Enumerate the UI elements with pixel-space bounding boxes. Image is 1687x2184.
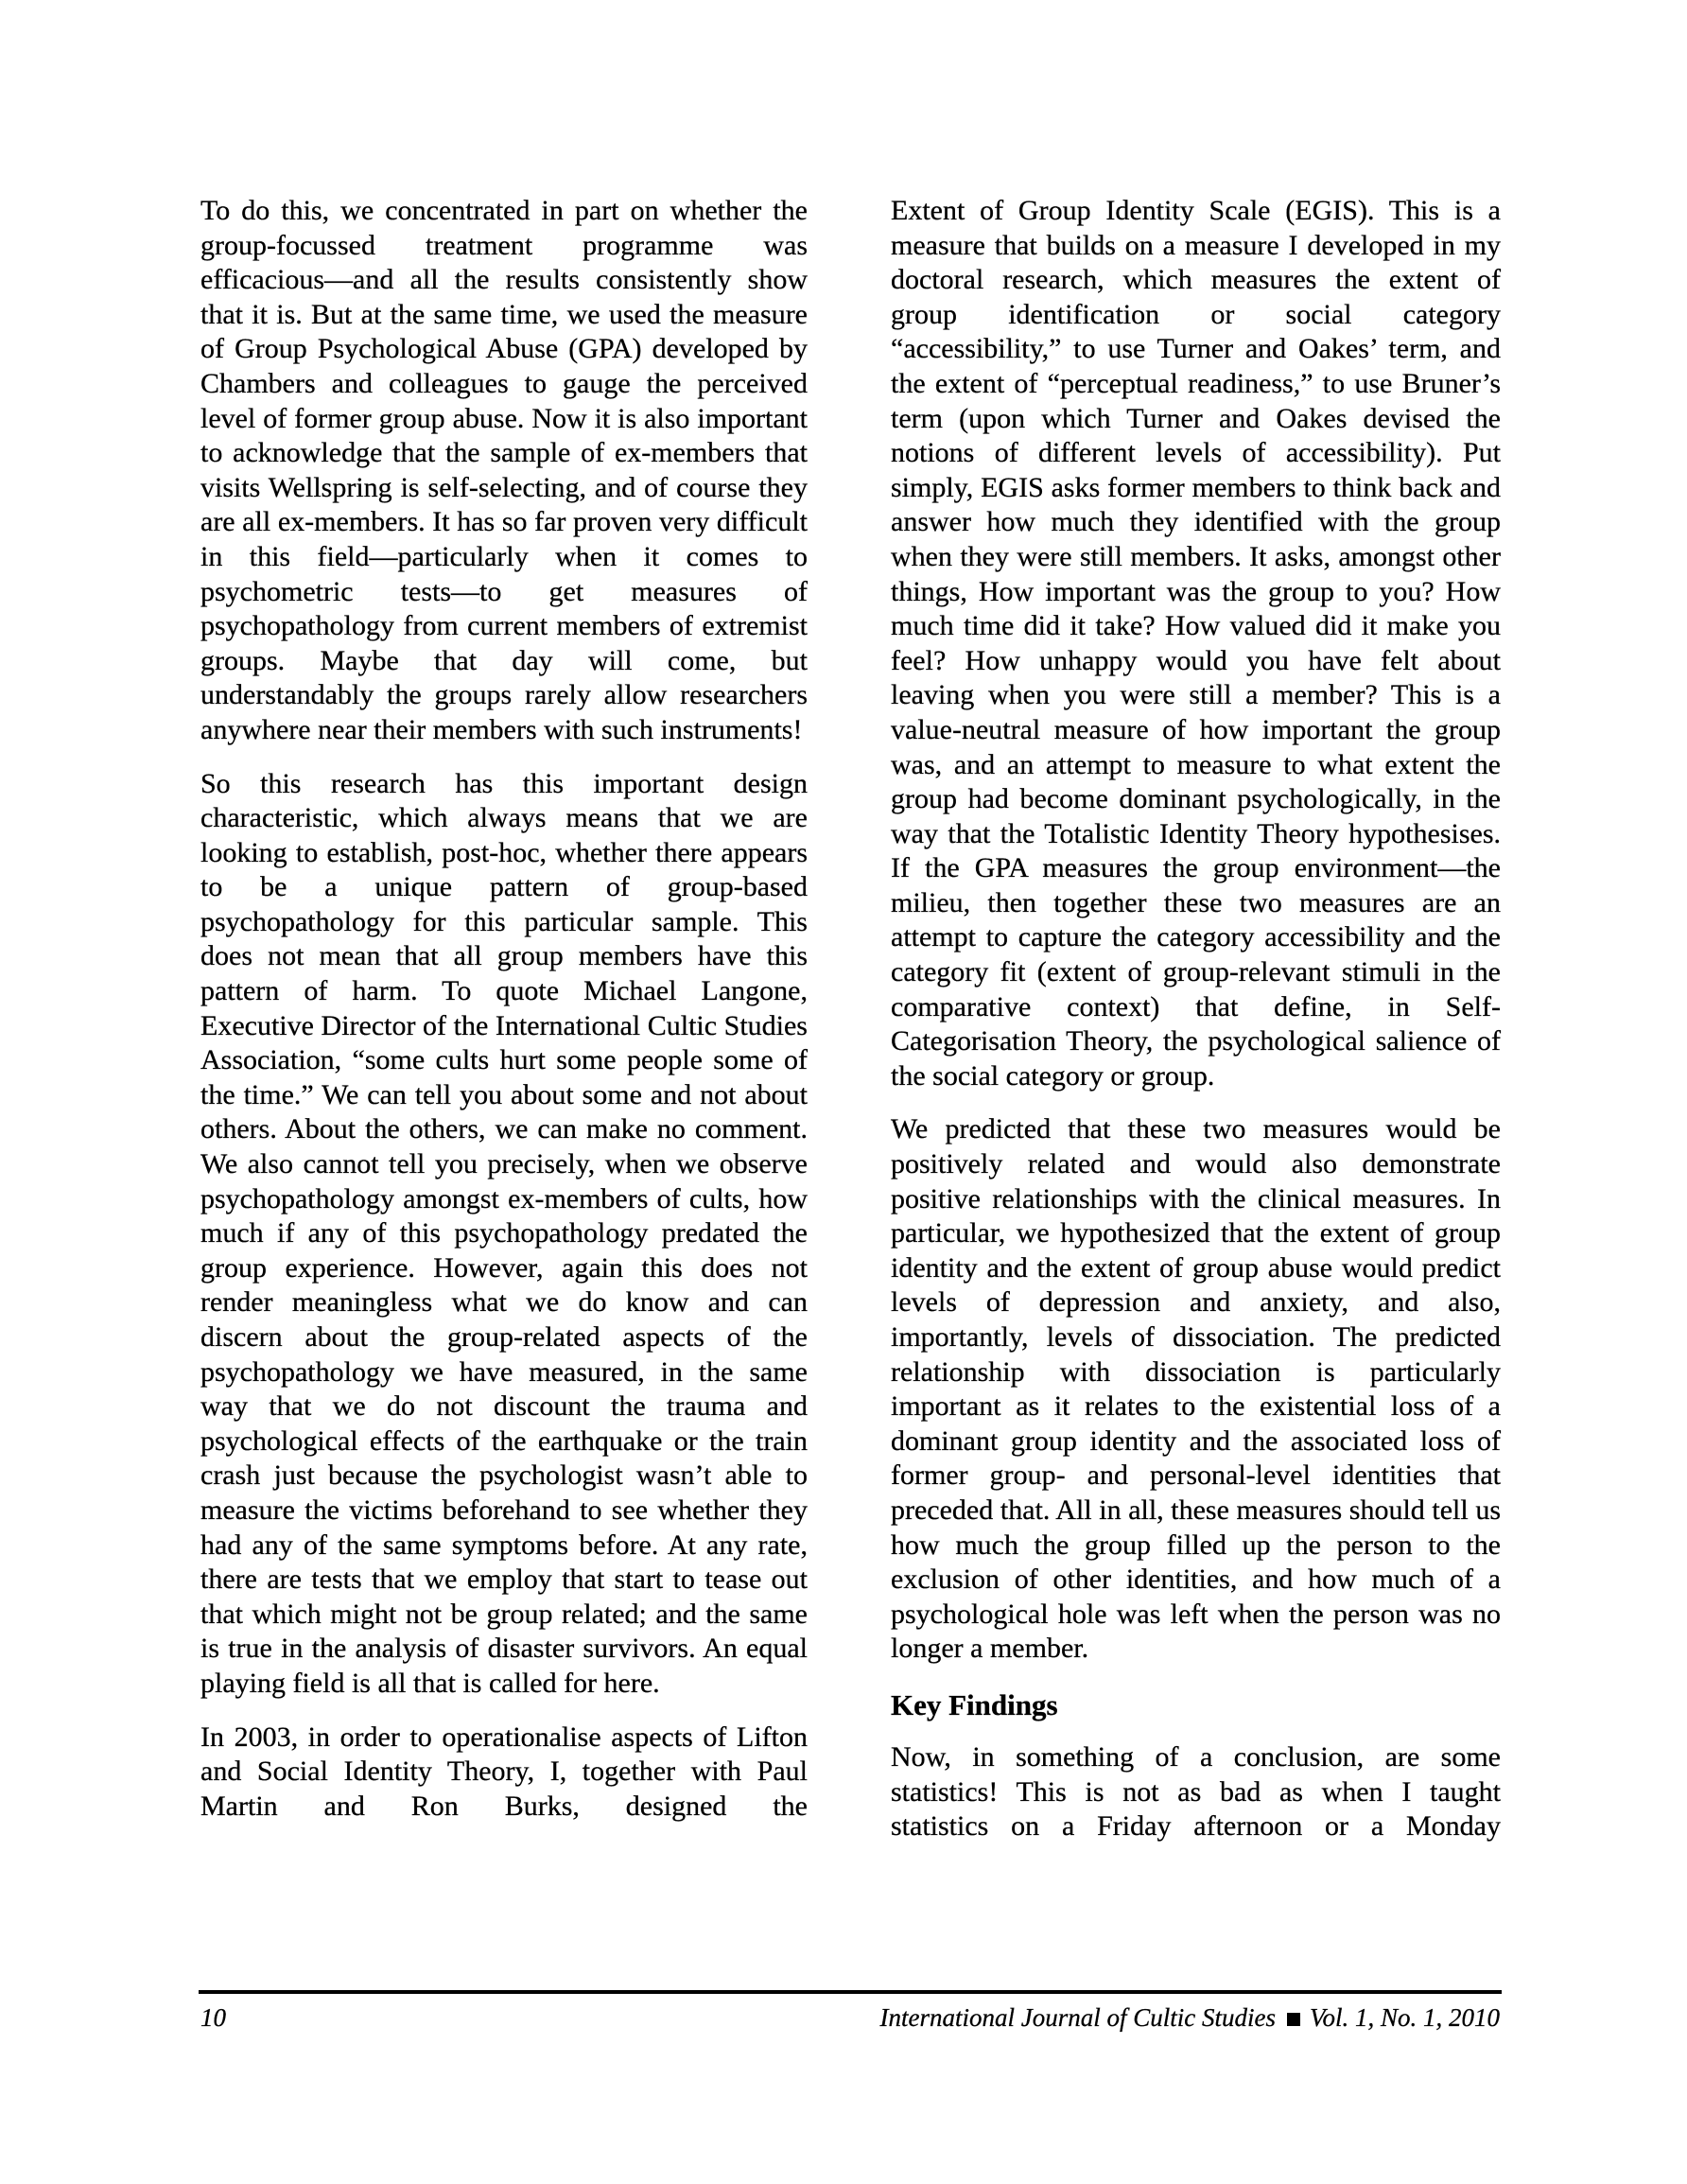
body-paragraph: In 2003, in order to operationalise aspects of Lifton and Social Identity Theory, I, together with Paul Martin and Ron Burks, designed the bbox=[200, 1721, 808, 1822]
body-paragraph: Now, in something of a conclusion, are some statistics! This is not as bad as when I taught statistics on a Friday afternoon or a Monday bbox=[891, 1740, 1501, 1843]
body-paragraph: Extent of Group Identity Scale (EGIS). This is a measure that builds on a measure I developed in my doctoral research, which measures the extent of group identification or social category “accessibility,” to use Turner and Oakes’ term, and the extent of “perceptual readiness,” to use Bruner’s term (upon which Turner and Oakes devised the notions of different levels of accessibility). Put simply, EGIS asks former members to think back and answer how much they identified with the group when they were still members. It asks, amongst other things, How important was the group to you? How much time did it take? How valued did it make you feel? How unhappy would you have felt about leaving when you were still a member? This is a value-neutral measure of how important the group was, and an attempt to measure to what extent the group had become dominant psychologically, in the way that the Totalistic Identity Theory hypothesises. If the GPA measures the group environment—the milieu, then together these two measures are an attempt to capture the category accessibility and the category fit (extent of group-relevant stimuli in the comparative context) that define, in Self-Categorisation Theory, the psychological salience of the social category or group. bbox=[891, 195, 1501, 1092]
journal-title: International Journal of Cultic Studies bbox=[879, 2003, 1276, 2032]
footer-rule bbox=[199, 1990, 1502, 1994]
issue-info: Vol. 1, No. 1, 2010 bbox=[1309, 2003, 1500, 2032]
square-separator-icon bbox=[1287, 2013, 1300, 2026]
body-paragraph: To do this, we concentrated in part on whether the group-focussed treatment programme was efficacious—and all the results consistently show that it is. But at the same time, we used the measure of Group Psychological Abuse (GPA) developed by Chambers and colleagues to gauge the perceived level of former group abuse. Now it is also important to acknowledge that the sample of ex-members that visits Wellspring is self-selecting, and of course they are all ex-members. It has so far proven very difficult in this field—particularly when it comes to psychometric tests—to get measures of psychopathology from current members of extremist groups. Maybe that day will come, but understandably the groups rarely allow researchers anywhere near their members with such instruments! bbox=[200, 195, 808, 745]
body-paragraph: So this research has this important design characteristic, which always means that we are looking to establish, post-hoc, whether there appears to be a unique pattern of group-based psychopathology for this particular sample. This does not mean that all group members have this pattern of harm. To quote Michael Langone, Executive Director of the International Cultic Studies Association, “some cults hurt some people some of the time.” We can tell you about some and not about others. About the others, we can make no comment. We also cannot tell you precisely, when we observe psychopathology amongst ex-members of cults, how much if any of this psychopathology predated the group experience. However, again this does not render meaningless what we do know and can discern about the group-related aspects of the psychopathology we have measured, in the same way that we do not discount the trauma and psychological effects of the earthquake or the train crash just because the psychologist wasn’t able to measure the victims beforehand to see whether they had any of the same symptoms before. At any rate, there are tests that we employ that start to tease out that which might not be group related; and the same is true in the analysis of disaster survivors. An equal playing field is all that is called for here. bbox=[200, 767, 808, 1699]
page-footer bbox=[200, 2001, 1500, 2034]
journal-reference bbox=[880, 2001, 1501, 2034]
key-findings-heading: Key Findings bbox=[891, 1687, 1058, 1721]
page-number: 10 bbox=[200, 2003, 226, 2032]
right-column bbox=[891, 194, 1501, 1844]
body-paragraph: We predicted that these two measures would be positively related and would also demonstrate positive relationships with the clinical measures. In particular, we hypothesized that the extent of group identity and the extent of group abuse would predict levels of depression and anxiety, and also, importantly, levels of dissociation. The predicted relationship with dissociation is particularly important as it relates to the existential loss of a dominant group identity and the associated loss of former group- and personal-level identities that preceded that. All in all, these measures should tell us how much the group filled up the person to the exclusion of other identities, and how much of a psychological hole was left when the person was no longer a member. bbox=[891, 1113, 1501, 1665]
left-column bbox=[200, 194, 808, 1824]
